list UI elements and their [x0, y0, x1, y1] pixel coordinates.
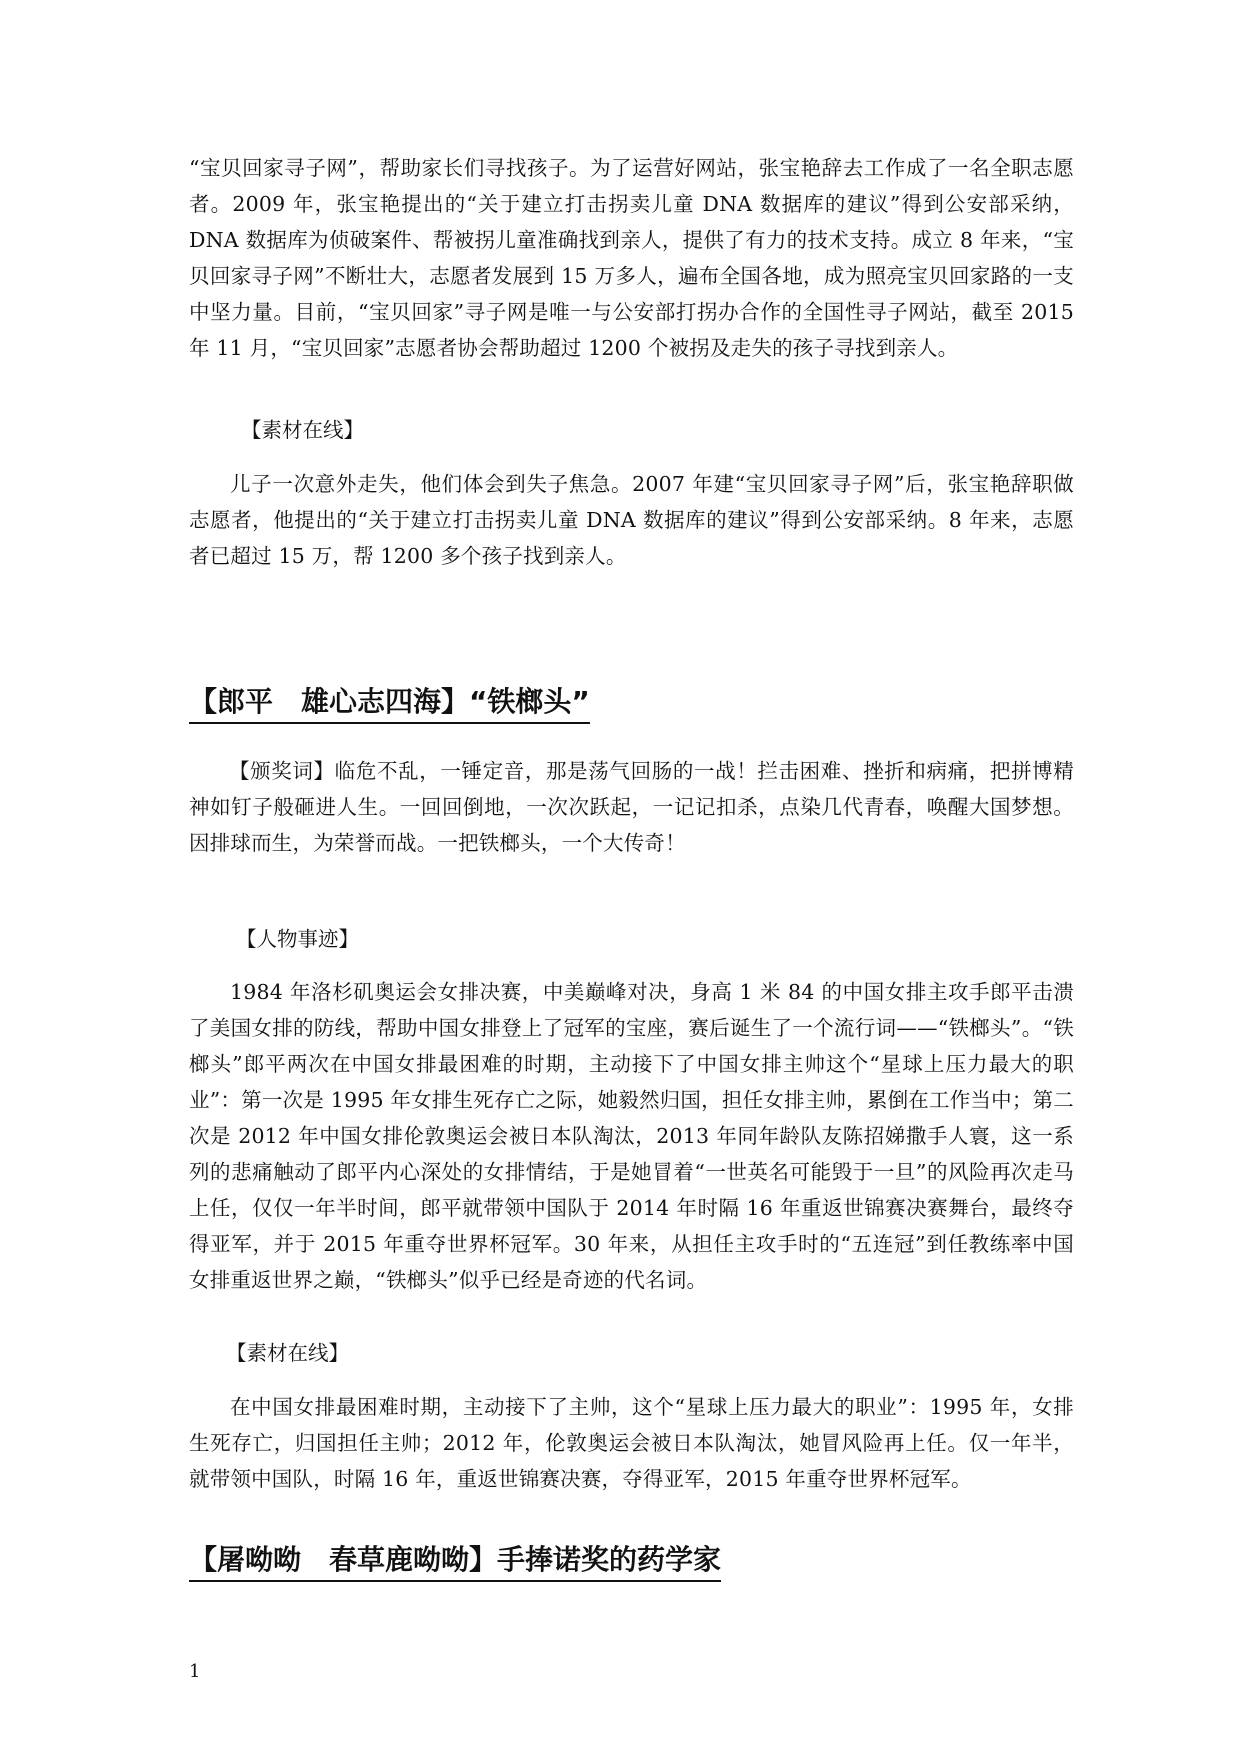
section1-material-text-block: [189, 466, 1074, 574]
section1-material-block: [189, 412, 1074, 448]
section2-material-label-block: [189, 1335, 1074, 1371]
deeds-text-block: [189, 974, 1074, 1298]
material-label: 【素材在线】: [241, 418, 364, 442]
heading-subtitle: 手捧诺奖的药学家: [497, 1543, 722, 1576]
heading-subtitle: “铁榔头”: [469, 685, 590, 718]
page-number: 1: [189, 1661, 201, 1682]
deeds-label-block: [189, 921, 1074, 957]
deeds-label: 【人物事迹】: [236, 927, 359, 951]
heading-title: 【屠呦呦 春草鹿呦呦】: [189, 1543, 498, 1576]
deeds-text: 1984 年洛杉矶奥运会女排决赛，中美巅峰对决，身高 1 米 84 的中国女排主攻手郎平击溃了美国女排的防线，帮助中国女排登上了冠军的宝座，赛后诞生了一个流行词——“铁榔头”。“铁榔头”郎平两次在中国女排最困难的时期，主动接下了中国女排主帅这个“星球上压力最大的职业”：第一次是 1995 年女排生死存亡之际，她毅然归国，担任女排主帅，累倒在工作当中；第二次是 2012 年中国女排伦敦奥运会被日本队淘汰，2013 年同年龄队友陈招娣撒手人寰，这一系列的悲痛触动了郎平内心深处的女排情结，于是她冒着“一世英名可能毁于一旦”的风险再次走马上任，仅仅一年半时间，郎平就带领中国队于 2014 年时隔 16 年重返世锦赛决赛舞台，最终夺得亚军，并于 2015 年重夺世界杯冠军。30 年来，从担任主攻手时的“五连冠”到任教练率中国女排重返世界之巅，“铁榔头”似乎已经是奇迹的代名词。: [189, 980, 1074, 1292]
intro-paragraph: “宝贝回家寻子网”，帮助家长们寻找孩子。为了运营好网站，张宝艳辞去工作成了一名全职志愿者。2009 年，张宝艳提出的“关于建立打击拐卖儿童 DNA 数据库的建议”得到公安部采纳，DNA 数据库为侦破案件、帮被拐儿童准确找到亲人，提供了有力的技术支持。成立 8 年来，“宝贝回家寻子网”不断壮大，志愿者发展到 15 万多人，遍布全国各地，成为照亮宝贝回家路的一支中坚力量。目前，“宝贝回家”寻子网是唯一与公安部打拐办合作的全国性寻子网站，截至 2015 年 11 月，“宝贝回家”志愿者协会帮助超过 1200 个被拐及走失的孩子寻找到亲人。: [189, 156, 1074, 360]
section-heading-tuyouyou: [189, 1540, 721, 1582]
heading-title: 【郎平 雄心志四海】: [189, 685, 470, 718]
award-text-block: [189, 753, 1074, 861]
material-text: 儿子一次意外走失，他们体会到失子焦急。2007 年建“宝贝回家寻子网”后，张宝艳辞职做志愿者，他提出的“关于建立打击拐卖儿童 DNA 数据库的建议”得到公安部采纳。8 年来，志愿者已超过 15 万，帮 1200 多个孩子找到亲人。: [189, 472, 1074, 568]
award-text: 【颁奖词】临危不乱，一锤定音，那是荡气回肠的一战！拦击困难、挫折和病痛，把拼博精神如钉子般砸进人生。一回回倒地，一次次跃起，一记记扣杀，点染几代青春，唤醒大国梦想。因排球而生，为荣誉而战。一把铁榔头，一个大传奇！: [189, 759, 1074, 855]
section-heading-langping: [189, 682, 590, 724]
intro-paragraph-block: [189, 150, 1074, 366]
section2-material-text-block: [189, 1389, 1074, 1497]
material-label: 【素材在线】: [226, 1341, 349, 1365]
material-text: 在中国女排最困难时期，主动接下了主帅，这个“星球上压力最大的职业”：1995 年，女排生死存亡，归国担任主帅；2012 年，伦敦奥运会被日本队淘汰，她冒风险再上任。仅一年半，就带领中国队，时隔 16 年，重返世锦赛决赛，夺得亚军，2015 年重夺世界杯冠军。: [189, 1395, 1074, 1491]
